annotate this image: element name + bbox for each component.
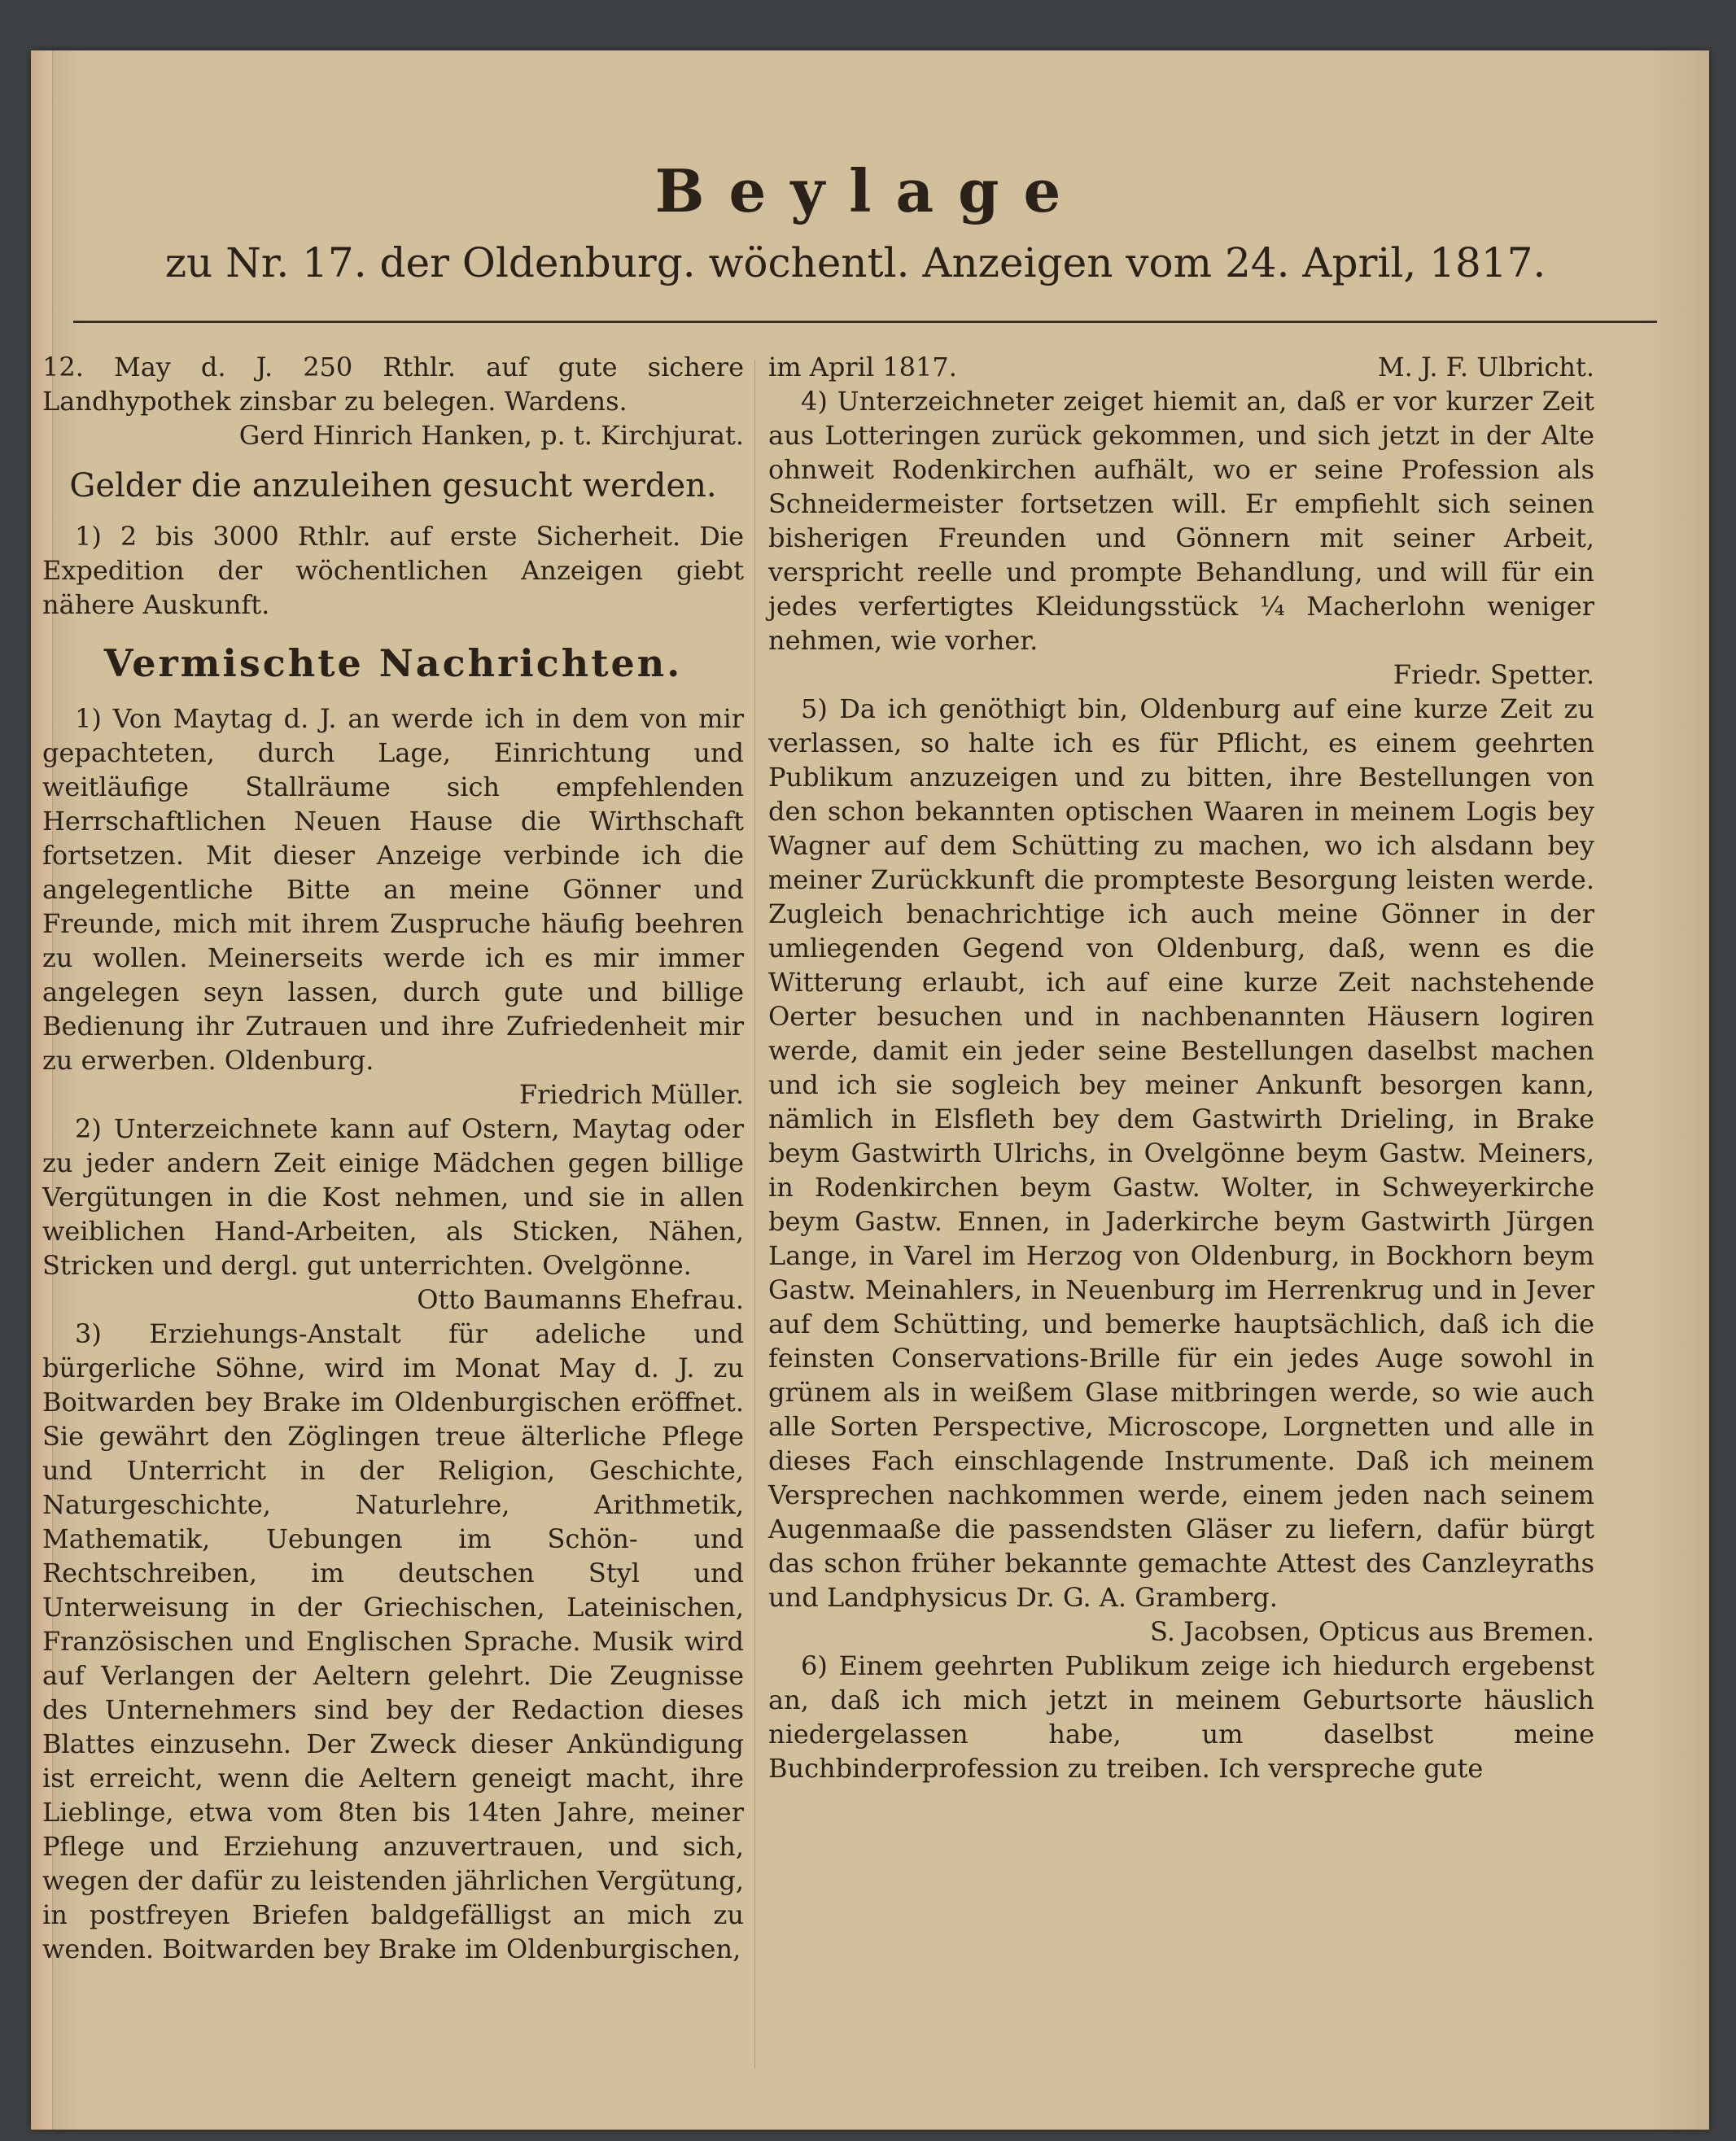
notice-3-date [768, 350, 1594, 384]
notice-2-signature: Otto Baumanns Ehefrau. [417, 1284, 744, 1315]
notice-5: 5) Da ich genöthigt bin, Oldenburg auf eine kurze Zeit zu verlassen, so halte ich es für Pflicht, es einem geehrten Publikum anzuzeigen und zu bitten, ihre Bestellungen von den schon bekannten optischen Waaren in meinem Logis bey Wagner auf dem Schütting zu machen, wo ich alsdann bey meiner Zurückkunft die prompteste Besorgung leisten werde. Zugleich benachrichtige ich auch meine Gönner in der umliegenden Gegend von Oldenburg, daß, wenn es die Witterung erlaubt, ich auf eine kurze Zeit nachstehende Oerter besuchen und in nachbenannten Häusern logiren werde, damit ein jeder seine Bestellungen daselbst machen und ich sie sogleich bey meiner Ankunft besorgen kann, nämlich in Elsfleth bey dem Gastwirth Drieling, in Brake beym Gastwirth Ulrichs, in Ovelgönne beym Gastw. Meiners, in Rodenkirchen beym Gastw. Wolter, in Schweyerkirche beym Gastw. Ennen, in Jaderkirche beym Gastwirth Jürgen Lange, in Varel im Herzog von Oldenburg, in Bockhorn beym Gastw. Meinahlers, in Neuenburg im Herrenkrug und in Jever auf dem Schütting, und bemerke hauptsächlich, daß ich die feinsten Conservations-Brille für ein jedes Auge sowohl in grünem als in weißem Glase mitbringen werde, so wie auch alle Sorten Perspective, Microscope, Lorgnetten und alle in dieses Fach einschlagende Instrumente. Daß ich meinem Versprechen nachkommen werde, einem jeden nach seinem Augenmaaße die passendsten Gläser zu liefern, dafür bürgt das schon früher bekannte gemachte Attest des Canzleyraths und Landphysicus Dr. G. A. Gramberg. [768, 693, 1594, 1613]
intro-signature: Gerd Hinrich Hanken, p. t. Kirchjurat. [238, 420, 744, 451]
masthead-title: Beylage [654, 156, 1086, 225]
left-column [42, 350, 744, 1966]
notice-5-signature: S. Jacobsen, Opticus aus Bremen. [1149, 1616, 1594, 1647]
notice-1: 1) Von Maytag d. J. an werde ich in dem von mir gepachteten, durch Lage, Einrichtung und weitläufige Stallräume sich empfehlenden Herrschaftlichen Neuen Hause die Wirthschaft fortsetzen. Mit dieser Anzeige verbinde ich die angelegentliche Bitte an meine Gönner und Freunde, mich mit ihrem Zuspruche häufig beehren zu wollen. Meinerseits werde ich es mir immer angelegen seyn lassen, durch gute und billige Bedienung ihr Zutrauen und ihre Zufriedenheit mir zu erwerben. Oldenburg. [42, 703, 744, 1076]
newspaper-page [31, 50, 1709, 2130]
right-column [768, 350, 1594, 1785]
column-divider [754, 360, 755, 2069]
notice-4: 4) Unterzeichneter zeiget hiemit an, daß er vor kurzer Zeit aus Lotteringen zurück gekommen, und sich jetzt in der Alte ohnweit Rodenkirchen aufhält, wo er seine Profession als Schneidermeister fortsetzen will. Er empfiehlt sich seinen bisherigen Freunden und Gönnern mit seiner Arbeit, verspricht reelle und prompte Behandlung, und will für ein jedes verfertigtes Kleidungsstück ¼ Macherlohn weniger nehmen, wie vorher. [768, 386, 1594, 656]
notice-3-signature: M. J. F. Ulbricht. [1377, 352, 1594, 382]
notice-4-signature: Friedr. Spetter. [1393, 659, 1594, 690]
notice-3-date-text: im April 1817. [768, 352, 957, 382]
notice-6: 6) Einem geehrten Publikum zeige ich hiedurch ergebenst an, daß ich mich jetzt in meinem Geburtsorte häuslich niedergelassen habe, um daselbst meine Buchbinderprofession zu treiben. Ich verspreche gute [768, 1650, 1594, 1784]
notice-1-signature: Friedrich Müller. [518, 1079, 744, 1110]
header-rule [73, 321, 1657, 323]
notice-3: 3) Erziehungs-Anstalt für adeliche und bürgerliche Söhne, wird im Monat May d. J. zu Boitwarden bey Brake im Oldenburgischen eröffnet. Sie gewährt den Zöglingen treue älterliche Pflege und Unterricht in der Religion, Geschichte, Naturgeschichte, Naturlehre, Arithmetik, Mathematik, Uebungen im Schön- und Rechtschreiben, im deutschen Styl und Unterweisung in der Griechischen, Lateinischen, Französischen und Englischen Sprache. Musik wird auf Verlangen der Aeltern gelehrt. Die Zeugnisse des Unternehmers sind bey der Redaction dieses Blattes einzusehn. Der Zweck dieser Ankündigung ist erreicht, wenn die Aeltern geneigt macht, ihre Lieblinge, etwa vom 8ten bis 14ten Jahre, meiner Pflege und Erziehung anzuvertrauen, und sich, wegen der dafür zu leistenden jährlichen Vergütung, in postfreyen Briefen baldgefälligst an mich zu wenden. Boitwarden bey Brake im Oldenburgischen, [42, 1318, 744, 1964]
section-heading-loans: Gelder die anzuleihen gesucht werden. [69, 467, 717, 505]
notice-2: 2) Unterzeichnete kann auf Ostern, Maytag oder zu jeder andern Zeit einige Mädchen gegen billige Vergütungen in die Kost nehmen, und sie in allen weiblichen Hand-Arbeiten, als Sticken, Nähen, Stricken und dergl. gut unterrichten. Ovelgönne. [42, 1113, 744, 1281]
intro-text: 12. May d. J. 250 Rthlr. auf gute sichere Landhypothek zinsbar zu belegen. Wardens. [42, 352, 744, 417]
section-heading-misc: Vermischte Nachrichten. [103, 641, 683, 685]
loan-notice-1: 1) 2 bis 3000 Rthlr. auf erste Sicherheit. Die Expedition der wöchentlichen Anzeigen giebt nähere Auskunft. [42, 521, 744, 620]
masthead-subtitle: zu Nr. 17. der Oldenburg. wöchentl. Anzeigen vom 24. April, 1817. [164, 239, 1546, 286]
